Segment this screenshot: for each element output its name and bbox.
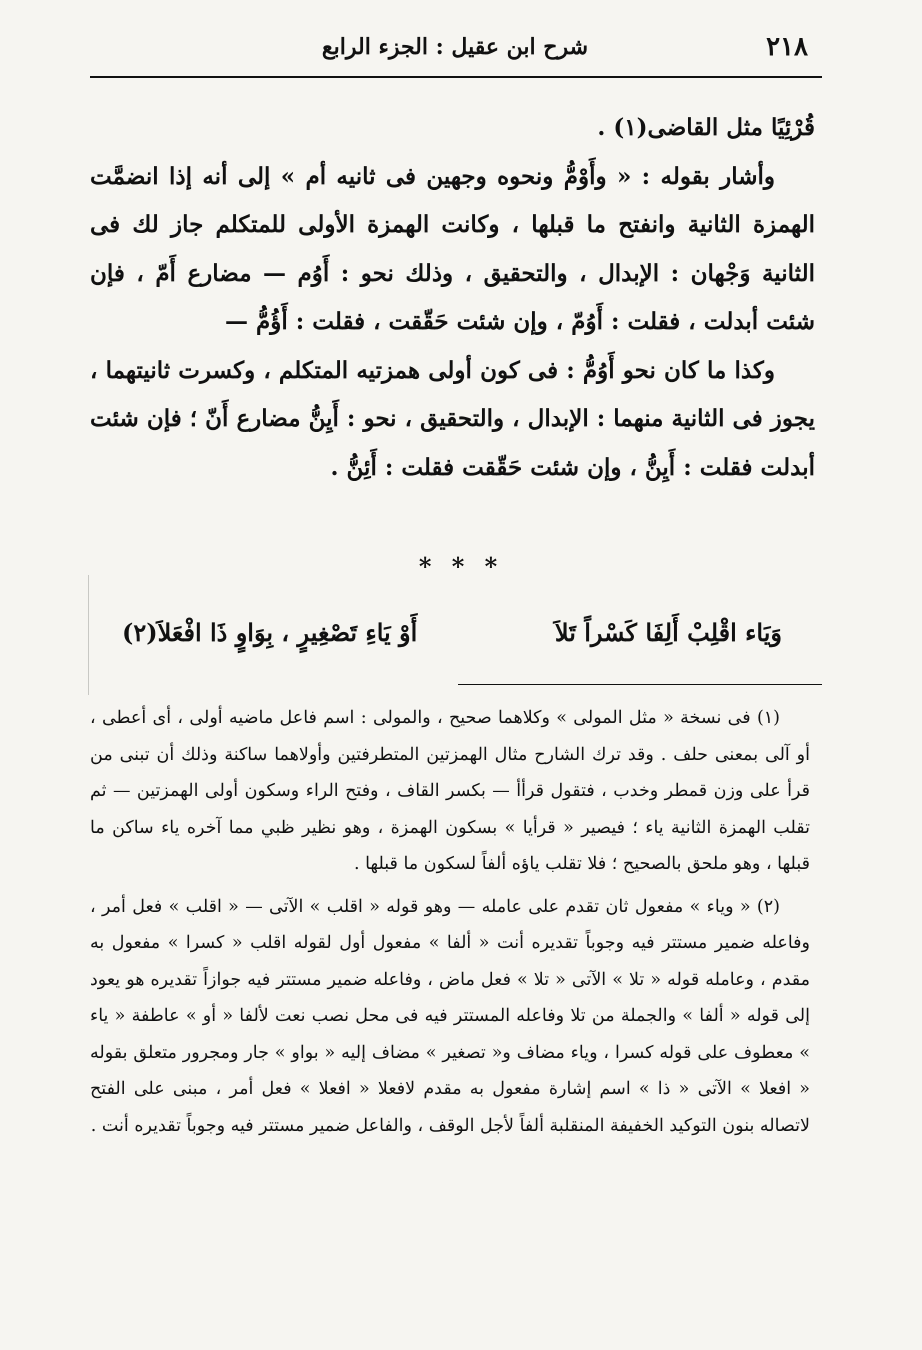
verse-second-hemistich: أَوْ يَاءِ تَصْغِيرٍ ، بِوَاوٍ ذَا افْعَلاَ(٢)	[122, 618, 418, 647]
running-title: شرح ابن عقيل : الجزء الرابع	[321, 34, 589, 60]
verse-first-hemistich: وَيَاء اقْلِبْ أَلِفَا كَسْراً تَلاَ	[554, 618, 782, 647]
section-separator: * * *	[418, 552, 504, 581]
page-number: ٢١٨	[766, 32, 808, 62]
paragraph-3: وكذا ما كان نحو أَوُمُّ : فى كون أولى همزتيه المتكلم ، وكسرت ثانيتهما ، يجوز فى الثانية منهما : الإبدال ، والتحقيق ، نحو : أَيِنُّ مضارع أَنّ ؛ فإن شئت أبدلت فقلت : أَيِنُّ ، وإن شئت حَقّقت فقلت : أَئِنُّ .	[90, 356, 815, 481]
page-header	[90, 28, 820, 74]
paragraph-2: وأشار بقوله : « وأَوْمُّ ونحوه وجهين فى ثانيه أم » إلى أنه إذا انضمَّت الهمزة الثانية وانفتح ما قبلها ، وكانت الهمزة الأولى للمتكلم جاز لك فى الثانية وَجْهان : الإبدال ، والتحقيق ، وذلك نحو : أَوُم — مضارع أَمّ ، فإن شئت أبدلت ، فقلت : أَوُمّ ، وإن شئت حَقّقت ، فقلت : أَؤُمُّ —	[90, 162, 815, 335]
footnotes	[90, 700, 810, 1144]
main-text	[90, 104, 815, 492]
paragraph-1: قُرْئِيًا مثل القاضى(١) .	[597, 114, 815, 141]
footnote-2: (٢) « وياء » مفعول ثان تقدم على عامله — وهو قوله « اقلب » الآتى — « اقلب » فعل أمر ، وفاعله ضمير مستتر فيه وجوباً تقديره أنت « ألفا » مفعول أول لقوله اقلب « كسرا » مفعول به مقدم ، وعامله قوله « تلا » الآتى « تلا » فعل ماض ، وفاعله ضمير مستتر فيه جوازاً تقديره هو يعود إلى قوله « ألفا » والجملة من تلا وفاعله المستتر فيه فى محل نصب نعت لألفا « أو » عاطفة « ياء » معطوف على قوله كسرا ، وياء مضاف و« تصغير » مضاف إليه « بواو » جار ومجرور متعلق بقوله « افعلا » الآتى « ذا » اسم إشارة مفعول به مقدم لافعلا « افعلا » فعل أمر ، مبنى على الفتح لاتصاله بنون التوكيد الخفيفة المنقلبة ألفاً لأجل الوقف ، والفاعل ضمير مستتر فيه وجوباً تقديره أنت .	[90, 896, 810, 1136]
footnote-rule	[458, 684, 822, 685]
scan-margin-line	[88, 575, 89, 695]
footnote-1: (١) فى نسخة « مثل المولى » وكلاهما صحيح ، والمولى : اسم فاعل ماضيه أولى ، أى أعطى ، أو آلى بمعنى حلف . وقد ترك الشارح مثال الهمزتين المتطرفتين وأولاهما ساكنة وذلك أن تبنى من قرأ على وزن قمطر وخدب ، فتقول قرأأ — بكسر القاف ، وفتح الراء وسكون أولى الهمزتين — ثم تقلب الهمزة الثانية ياء ؛ فيصير « قرأيا » بسكون الهمزة ، وهو نظير ظبي مما آخره ياء ساكن ما قبلها ، وهو ملحق بالصحيح ؛ فلا تقلب ياؤه ألفاً لسكون ما قبلها .	[90, 708, 810, 874]
header-rule	[90, 76, 822, 78]
verse-line	[122, 618, 782, 647]
